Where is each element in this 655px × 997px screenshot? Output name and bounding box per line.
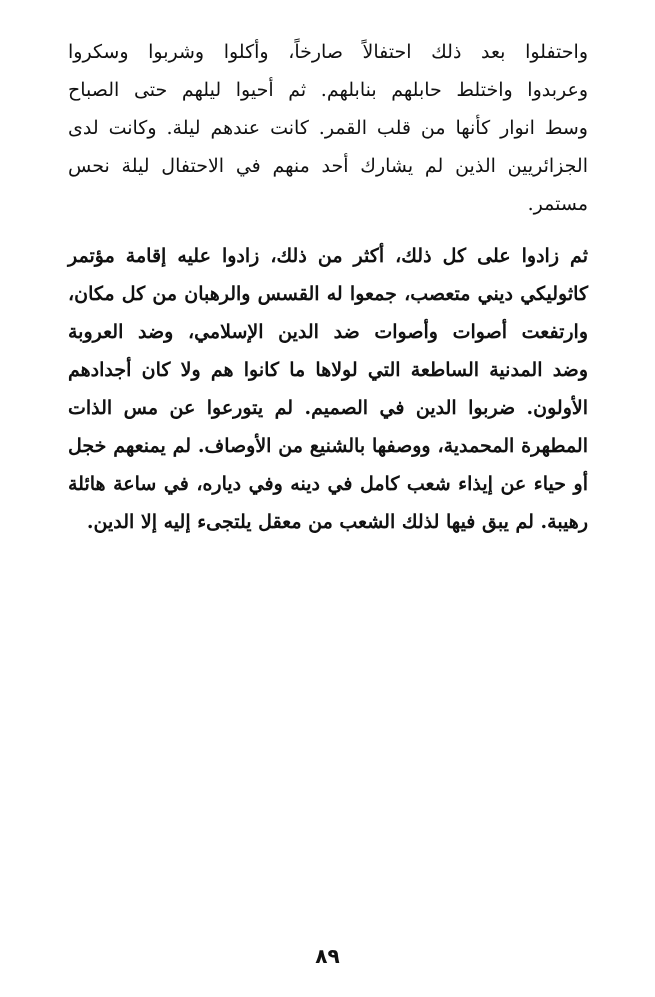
paragraph-2 <box>68 237 588 541</box>
text-line: وعربدوا واختلط حابلهم بنابلهم. ثم أحيوا ليلهم حتى الصباح <box>68 79 588 101</box>
text-line: ثم زادوا على كل ذلك، أكثر من ذلك، زادوا عليه إقامة مؤتمر <box>68 245 588 267</box>
text-line: واحتفلوا بعد ذلك احتفالاً صارخاً، وأكلوا وشربوا وسكروا <box>68 41 588 63</box>
text-line: وارتفعت أصوات وأصوات ضد الدين الإسلامي، وضد العروبة <box>68 321 588 343</box>
page-number: ٨٩ <box>315 944 340 968</box>
paragraph-1 <box>68 33 588 223</box>
text-line: أو حياء عن إيذاء شعب كامل في دينه وفي دياره، في ساعة هائلة <box>68 473 588 495</box>
text-line: مستمر. <box>527 193 588 215</box>
text-line: الجزائريين الذين لم يشارك أحد منهم في الاحتفال ليلة نحس <box>68 155 588 177</box>
text-line: الأولون. ضربوا الدين في الصميم. لم يتورعوا عن مس الذات <box>68 397 588 419</box>
text-line: وسط انوار كأنها من قلب القمر. كانت عندهم ليلة. وكانت لدى <box>68 117 588 139</box>
text-line: رهيبة. لم يبق فيها لذلك الشعب من معقل يلتجىء إليه إلا الدين. <box>86 511 588 533</box>
text-line: كاثوليكي ديني متعصب، جمعوا له القسس والرهبان من كل مكان، <box>68 283 588 305</box>
text-line: وضد المدنية الساطعة التي لولاها ما كانوا هم ولا كان أجدادهم <box>68 359 588 381</box>
text-line: المطهرة المحمدية، ووصفها بالشنيع من الأوصاف. لم يمنعهم خجل <box>68 435 588 457</box>
